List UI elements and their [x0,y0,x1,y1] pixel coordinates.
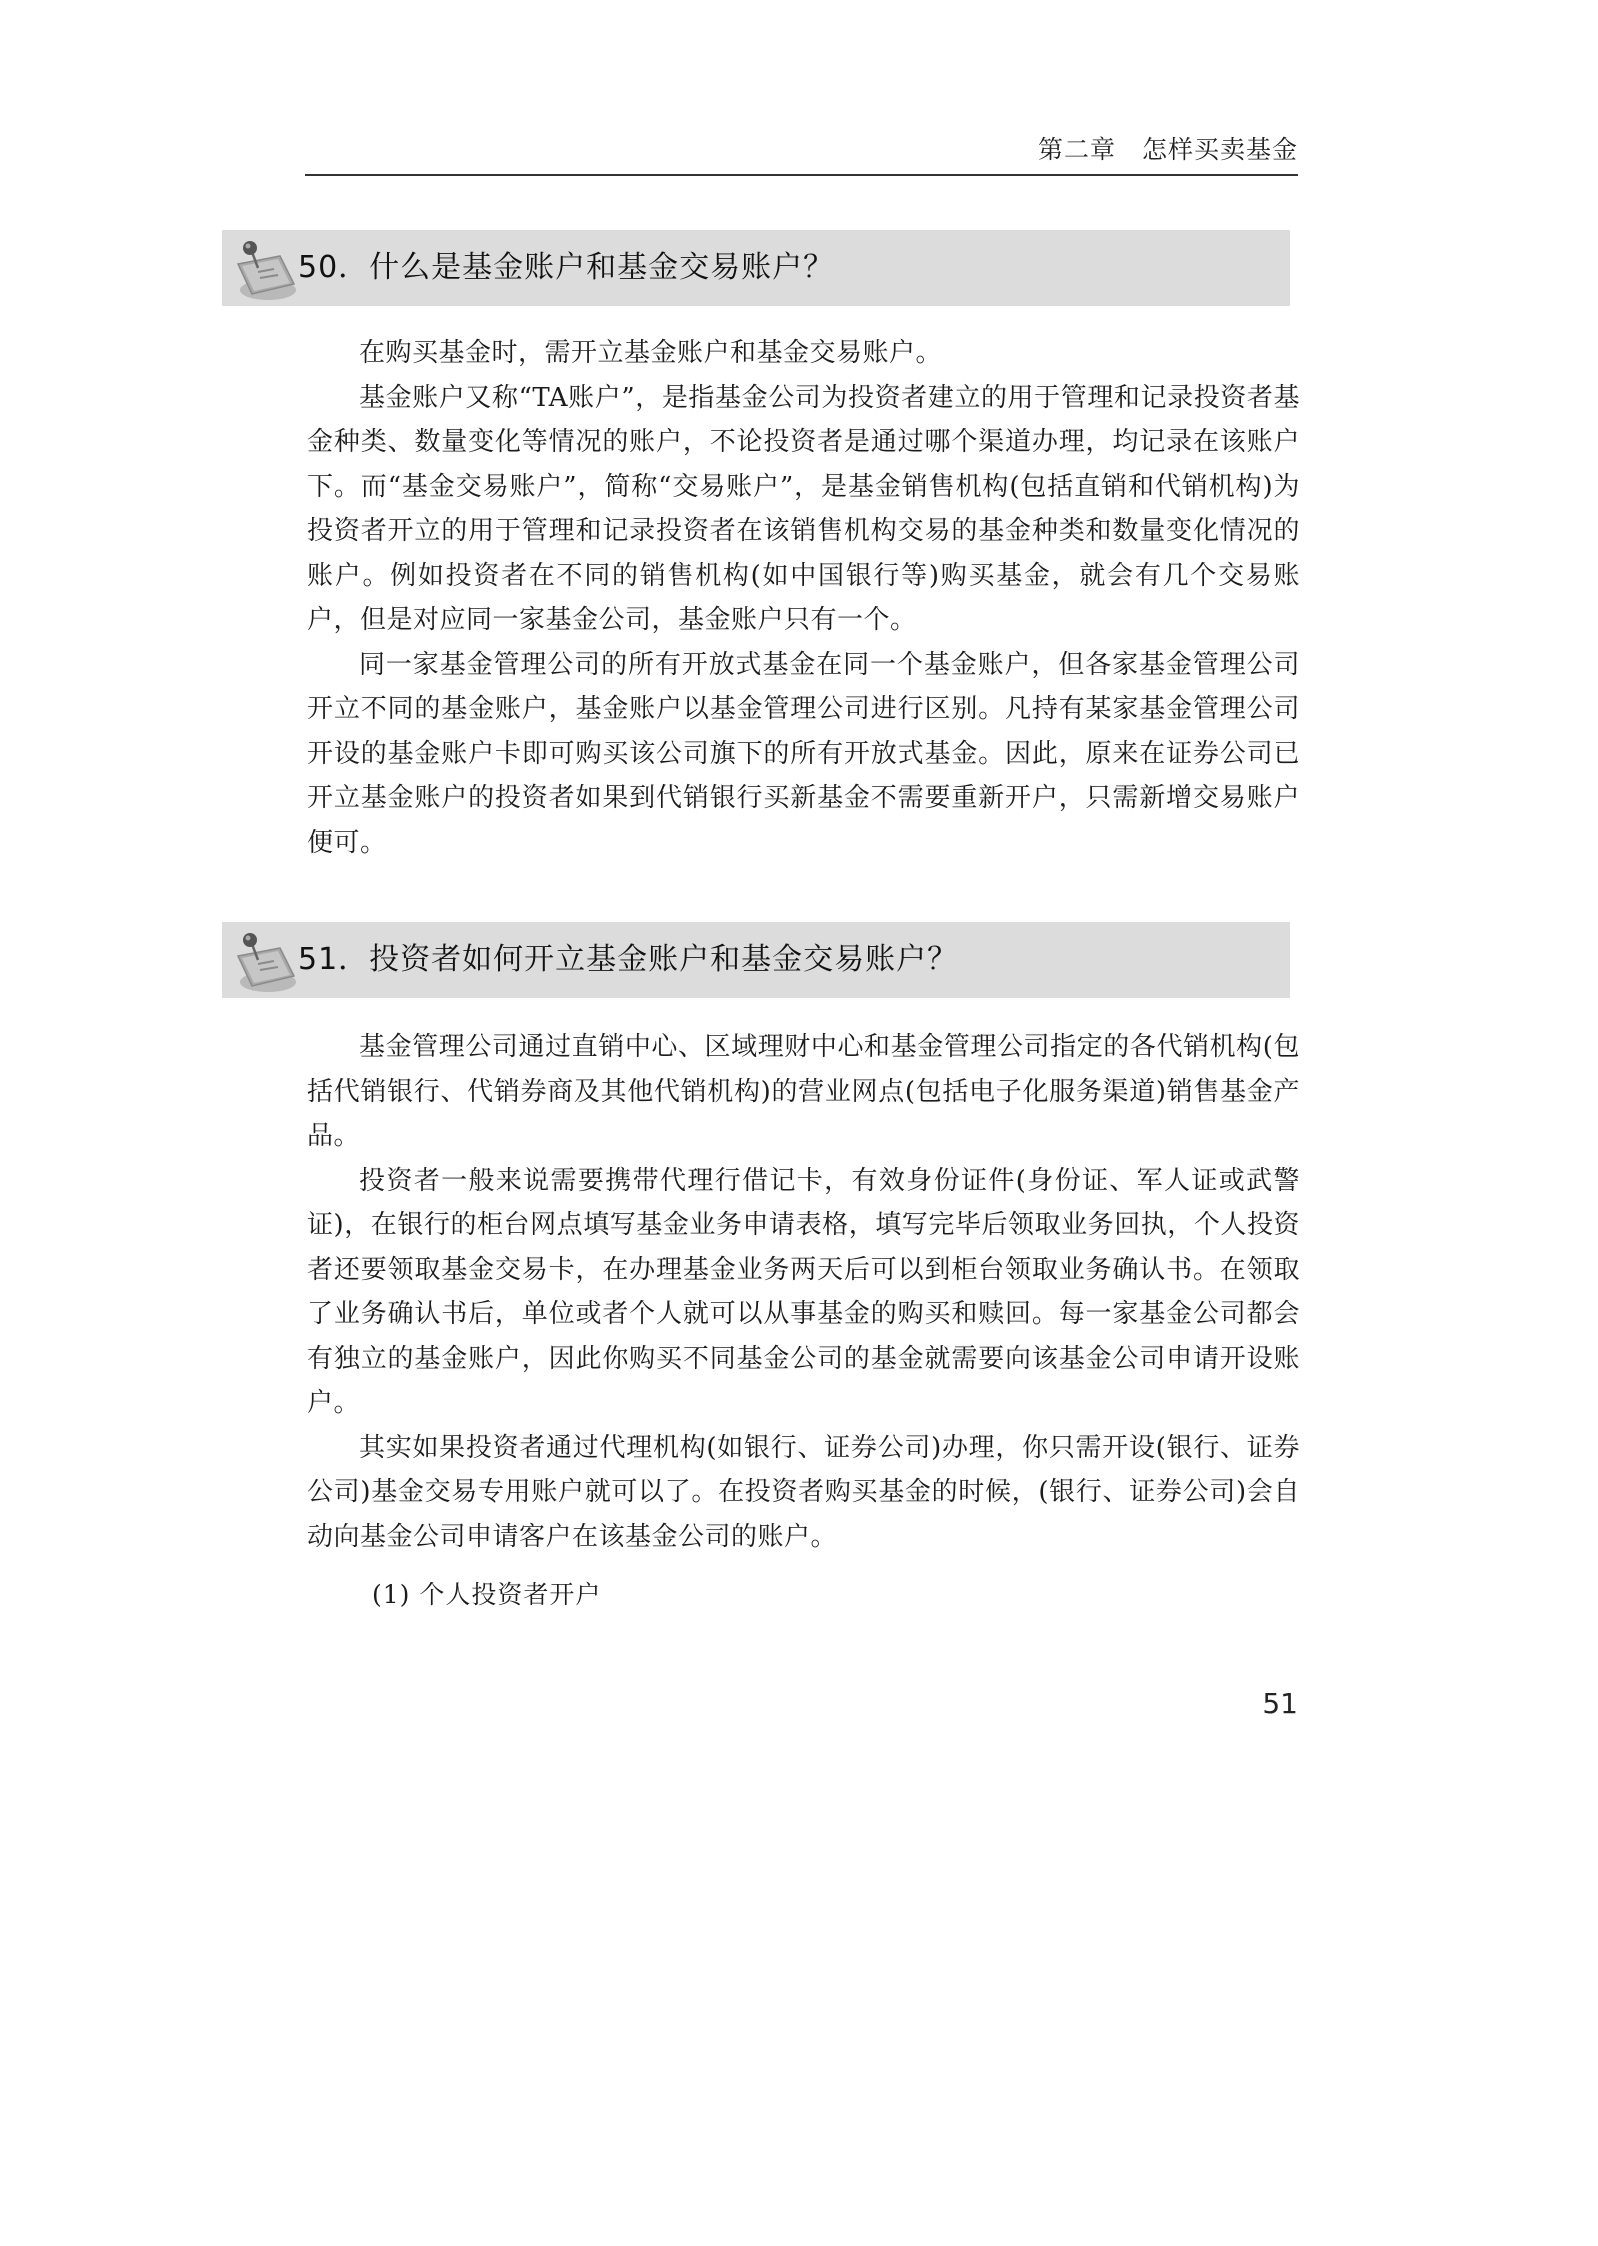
paragraph: 同一家基金管理公司的所有开放式基金在同一个基金账户，但各家基金管理公司开立不同的基金账户，基金账户以基金管理公司进行区别。凡持有某家基金管理公司开设的基金账户卡即可购买该公司旗下的所有开放式基金。因此，原来在证券公司已开立基金账户的投资者如果到代销银行买新基金不需要重新开户，只需新增交易账户便可。 [307,649,1300,858]
section-body-50 [307,331,1300,865]
paragraph: 基金管理公司通过直销中心、区域理财中心和基金管理公司指定的各代销机构(包括代销银行、代销券商及其他代销机构)的营业网点(包括电子化服务渠道)销售基金产品。 [307,1032,1300,1151]
paragraph: 其实如果投资者通过代理机构(如银行、证券公司)办理，你只需开设(银行、证券公司)基金交易专用账户就可以了。在投资者购买基金的时候，(银行、证券公司)会自动向基金公司申请客户在该基金公司的账户。 [307,1432,1300,1552]
section-heading-50 [222,230,1290,306]
section-body-51 [307,1025,1300,1559]
page-number: 51 [1262,1687,1298,1720]
running-header [305,132,1298,176]
paragraph: 在购买基金时，需开立基金账户和基金交易账户。 [359,338,943,368]
pushpin-note-icon [228,234,300,306]
section-title: 50．什么是基金账户和基金交易账户？ [298,250,835,285]
paragraph: 投资者一般来说需要携带代理行借记卡，有效身份证件(身份证、军人证或武警证)，在银行的柜台网点填写基金业务申请表格，填写完毕后领取业务回执，个人投资者还要领取基金交易卡，在办理基金业务两天后可以到柜台领取业务确认书。在领取了业务确认书后，单位或者个人就可以从事基金的购买和赎回。每一家基金公司都会有独立的基金账户，因此你购买不同基金公司的基金就需要向该基金公司申请开设账户。 [307,1165,1300,1418]
section-heading-51 [222,922,1290,998]
paragraph: 基金账户又称“TA账户”，是指基金公司为投资者建立的用于管理和记录投资者基金种类、数量变化等情况的账户，不论投资者是通过哪个渠道办理，均记录在该账户下。而“基金交易账户”，简称“交易账户”，是基金销售机构(包括直销和代销机构)为投资者开立的用于管理和记录投资者在该销售机构交易的基金种类和数量变化情况的账户。例如投资者在不同的销售机构(如中国银行等)购买基金，就会有几个交易账户，但是对应同一家基金公司，基金账户只有一个。 [307,382,1301,635]
section-title: 51．投资者如何开立基金账户和基金交易账户？ [298,942,959,977]
pushpin-note-icon [228,926,300,998]
chapter-title: 第二章 怎样买卖基金 [1037,135,1298,164]
subitem-heading: (1) 个人投资者开户 [372,1580,602,1609]
